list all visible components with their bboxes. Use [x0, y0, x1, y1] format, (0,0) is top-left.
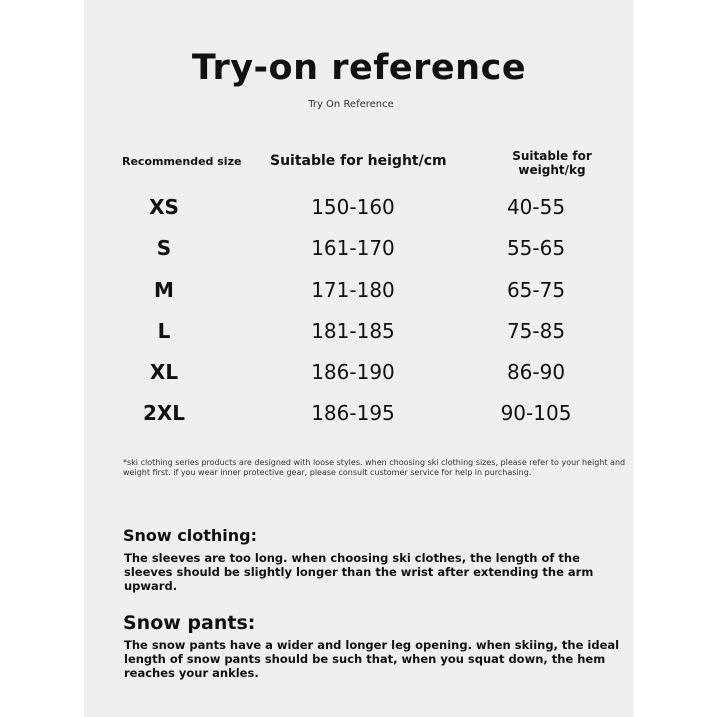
height-cell: 181-185	[311, 319, 395, 343]
table-row	[84, 357, 634, 387]
snow-clothing-body: The sleeves are too long. when choosing ski clothes, the length of the sleeves should be slightly longer than the wrist after extending the arm upward.	[124, 551, 594, 593]
weight-cell: 75-85	[506, 319, 566, 343]
size-cell: 2XL	[142, 401, 186, 425]
weight-cell: 90-105	[500, 401, 572, 425]
page-title: Try-on reference	[191, 48, 527, 88]
size-guide-card	[84, 0, 634, 717]
sizing-note: *ski clothing series products are designed with loose styles. when choosing ski clothing sizes, please refer to your height and weight first. if you wear inner protective gear, please consult customer service for help in purchasing.	[123, 458, 626, 477]
height-cell: 171-180	[311, 278, 395, 302]
table-row	[84, 275, 634, 305]
weight-cell: 86-90	[506, 360, 566, 384]
height-cell: 186-195	[311, 401, 395, 425]
size-cell: S	[156, 236, 172, 260]
size-cell: XL	[149, 360, 179, 384]
weight-cell: 55-65	[506, 236, 566, 260]
height-cell: 150-160	[311, 195, 395, 219]
page-subtitle: Try On Reference	[308, 99, 394, 110]
size-cell: L	[157, 319, 171, 343]
snow-clothing-title: Snow clothing:	[123, 526, 257, 545]
snow-pants-title: Snow pants:	[123, 612, 256, 634]
snow-pants-body: The snow pants have a wider and longer leg opening. when skiing, the ideal length of snow pants should be such that, when you squat down, the hem reaches your ankles.	[124, 638, 620, 680]
height-cell: 161-170	[311, 236, 395, 260]
table-row	[84, 316, 634, 346]
size-cell: XS	[149, 195, 179, 219]
weight-cell: 65-75	[506, 278, 566, 302]
header-recommended-size: Recommended size	[122, 155, 242, 168]
table-row	[84, 398, 634, 428]
table-row	[84, 233, 634, 263]
header-weight-line1: Suitable for	[512, 149, 592, 163]
table-row	[84, 192, 634, 222]
height-cell: 186-190	[311, 360, 395, 384]
header-weight-line2: weight/kg	[518, 163, 586, 177]
header-height: Suitable for height/cm	[270, 153, 447, 169]
header-weight	[492, 149, 612, 177]
size-cell: M	[154, 278, 174, 302]
weight-cell: 40-55	[506, 195, 566, 219]
